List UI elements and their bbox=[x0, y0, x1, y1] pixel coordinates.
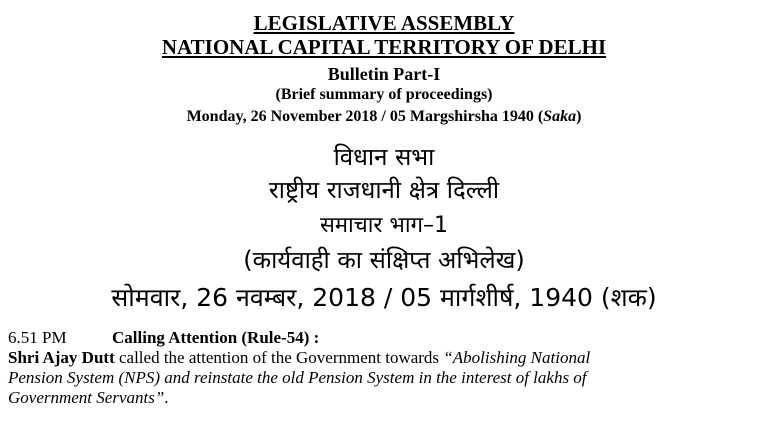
proceeding-category: Calling Attention (Rule-54) : bbox=[112, 328, 320, 347]
assembly-title-hindi: विधान सभा bbox=[333, 143, 435, 171]
subject-part-2: Pension System (NPS) and reinstate the old Pension System in the interest of lakhs of bbox=[8, 368, 587, 387]
date-en-close: ) bbox=[576, 108, 582, 125]
proceeding-time: 6.51 PM bbox=[8, 328, 67, 347]
proceeding-text-plain: called the attention of the Government towards bbox=[114, 348, 444, 367]
date-en-text: Monday, 26 November 2018 / 05 Margshirsha 1940 ( bbox=[186, 108, 544, 125]
date-en-era: Saka bbox=[543, 108, 577, 125]
territory-title-hindi: राष्ट्रीय राजधानी क्षेत्र दिल्ली bbox=[268, 176, 500, 204]
bulletin-summary-hindi: (कार्यवाही का संक्षिप्त अभिलेख) bbox=[243, 246, 525, 274]
bulletin-date-hindi: सोमवार, 26 नवम्बर, 2018 / 05 मार्गशीर्ष, 1940 (शक) bbox=[111, 283, 657, 312]
assembly-title: LEGISLATIVE ASSEMBLY bbox=[253, 11, 515, 35]
bulletin-part-hindi: समाचार भाग–1 bbox=[320, 213, 448, 238]
proceeding-text bbox=[8, 348, 760, 408]
subject-part-1: “Abolishing National bbox=[443, 348, 591, 367]
proceeding-line-3 bbox=[8, 388, 760, 408]
proceeding-line-1 bbox=[8, 348, 760, 368]
bulletin-part: Bulletin Part-I bbox=[327, 64, 441, 84]
member-name: Shri Ajay Dutt bbox=[8, 348, 115, 367]
subject-end: . bbox=[164, 388, 169, 407]
proceeding-heading bbox=[8, 328, 319, 348]
territory-title: NATIONAL CAPITAL TERRITORY OF DELHI bbox=[161, 35, 607, 59]
bulletin-summary: (Brief summary of proceedings) bbox=[275, 86, 493, 103]
subject-part-3: Government Servants” bbox=[8, 388, 165, 407]
bulletin-date-en bbox=[0, 108, 768, 126]
